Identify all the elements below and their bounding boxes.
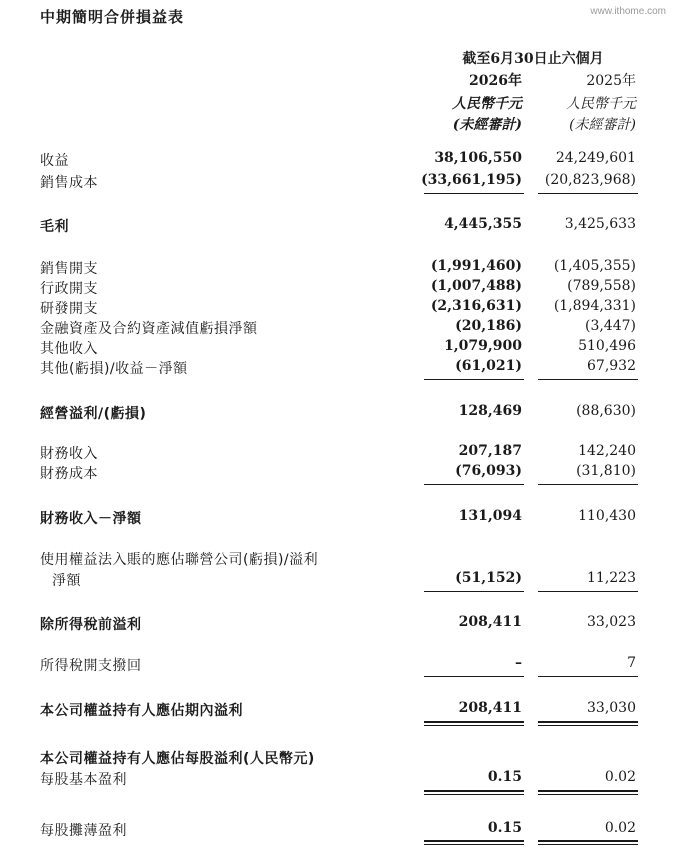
row-label-associates-line1: 使用權益法入賬的應佔聯營公司(虧損)/溢利	[40, 552, 319, 568]
watermark: www.ithome.com	[590, 6, 666, 17]
value-2025-profit-attributable: 33,030	[587, 700, 636, 716]
year-2026-header: 2026年	[469, 73, 522, 89]
value-2025-operating-profit: (88,630)	[576, 403, 636, 419]
rule	[424, 676, 524, 677]
row-label-finance-cost: 財務成本	[40, 466, 98, 482]
value-2025-finance-net: 110,430	[578, 508, 636, 524]
value-2025-revenue: 24,249,601	[555, 150, 636, 166]
currency-2025-header: 人民幣千元	[566, 96, 636, 112]
value-2025-profit-before-tax: 33,023	[587, 614, 636, 630]
value-2026-profit-attributable: 208,411	[458, 700, 522, 716]
row-label-income-tax: 所得稅開支撥回	[40, 658, 142, 674]
double-rule	[424, 790, 524, 792]
value-2025-income-tax: 7	[627, 655, 636, 671]
row-label-associates-line2: 淨額	[52, 573, 81, 589]
row-label-profit-attributable: 本公司權益持有人應佔期內溢利	[40, 703, 243, 719]
double-rule	[424, 725, 524, 726]
rule	[538, 484, 638, 485]
row-label-rd-expenses: 研發開支	[40, 301, 98, 317]
row-label-gross-profit: 毛利	[40, 219, 69, 235]
double-rule	[424, 844, 524, 845]
value-2025-gross-profit: 3,425,633	[564, 216, 636, 232]
row-label-eps-heading: 本公司權益持有人應佔每股溢利(人民幣元)	[40, 751, 315, 767]
value-2025-eps-diluted: 0.02	[604, 820, 636, 836]
value-2026-rd-expenses: (2,316,631)	[430, 298, 522, 314]
double-rule	[538, 844, 638, 845]
row-label-finance-net: 財務收入－淨額	[40, 511, 142, 527]
value-2026-profit-before-tax: 208,411	[458, 614, 522, 630]
row-label-impairment: 金融資產及合約資產減值虧損淨額	[40, 321, 258, 337]
value-2025-cost-of-sales: (20,823,968)	[544, 172, 636, 188]
double-rule	[424, 794, 524, 795]
value-2026-finance-net: 131,094	[458, 508, 522, 524]
audit-2026-header: (未經審計)	[452, 117, 522, 133]
row-label-eps-basic: 每股基本盈利	[40, 772, 127, 788]
rule	[538, 676, 638, 677]
row-label-cost-of-sales: 銷售成本	[40, 175, 98, 191]
row-label-operating-profit: 經營溢利/(虧損)	[40, 406, 147, 422]
rule	[424, 379, 524, 380]
double-rule	[538, 794, 638, 795]
value-2026-eps-basic: 0.15	[487, 769, 522, 785]
row-label-revenue: 收益	[40, 153, 69, 169]
currency-2026-header: 人民幣千元	[452, 96, 522, 112]
value-2026-associates: (51,152)	[455, 570, 522, 586]
value-2026-other-income: 1,079,900	[444, 338, 522, 354]
value-2026-finance-income: 207,187	[458, 443, 522, 459]
double-rule	[424, 840, 524, 842]
rule	[424, 591, 524, 592]
value-2026-revenue: 38,106,550	[434, 150, 522, 166]
year-2025-header: 2025年	[586, 73, 636, 89]
row-label-other-income: 其他收入	[40, 341, 98, 357]
value-2026-income-tax: –	[515, 655, 522, 671]
rule	[538, 591, 638, 592]
row-label-eps-diluted: 每股攤薄盈利	[40, 823, 127, 839]
value-2026-impairment: (20,186)	[455, 318, 522, 334]
rule	[424, 193, 524, 194]
row-label-selling-expenses: 銷售開支	[40, 261, 98, 277]
value-2025-eps-basic: 0.02	[604, 769, 636, 785]
value-2025-impairment: (3,447)	[584, 318, 636, 334]
value-2025-finance-income: 142,240	[578, 443, 636, 459]
value-2026-admin-expenses: (1,007,488)	[430, 278, 522, 294]
statement-title: 中期簡明合併損益表	[40, 8, 185, 26]
rule	[424, 484, 524, 485]
rule	[538, 193, 638, 194]
period-header: 截至6月30日止六個月	[462, 51, 604, 67]
value-2026-gross-profit: 4,445,355	[444, 216, 522, 232]
value-2026-operating-profit: 128,469	[458, 403, 522, 419]
rule	[538, 379, 638, 380]
row-label-other-net: 其他(虧損)/收益－淨額	[40, 361, 188, 377]
value-2026-selling-expenses: (1,991,460)	[430, 258, 522, 274]
row-label-profit-before-tax: 除所得稅前溢利	[40, 617, 142, 633]
value-2026-other-net: (61,021)	[455, 358, 522, 374]
value-2025-admin-expenses: (789,558)	[567, 278, 636, 294]
value-2025-other-income: 510,496	[578, 338, 636, 354]
double-rule	[538, 840, 638, 842]
row-label-finance-income: 財務收入	[40, 446, 98, 462]
value-2025-selling-expenses: (1,405,355)	[553, 258, 636, 274]
double-rule	[538, 790, 638, 792]
value-2026-eps-diluted: 0.15	[487, 820, 522, 836]
audit-2025-header: (未經審計)	[569, 117, 636, 133]
value-2025-other-net: 67,932	[587, 358, 636, 374]
double-rule	[424, 721, 524, 723]
double-rule	[538, 721, 638, 723]
value-2026-cost-of-sales: (33,661,195)	[421, 172, 522, 188]
row-label-admin-expenses: 行政開支	[40, 281, 98, 297]
value-2026-finance-cost: (76,093)	[455, 463, 522, 479]
double-rule	[538, 725, 638, 726]
value-2025-associates: 11,223	[587, 570, 636, 586]
value-2025-rd-expenses: (1,894,331)	[553, 298, 636, 314]
value-2025-finance-cost: (31,810)	[576, 463, 636, 479]
